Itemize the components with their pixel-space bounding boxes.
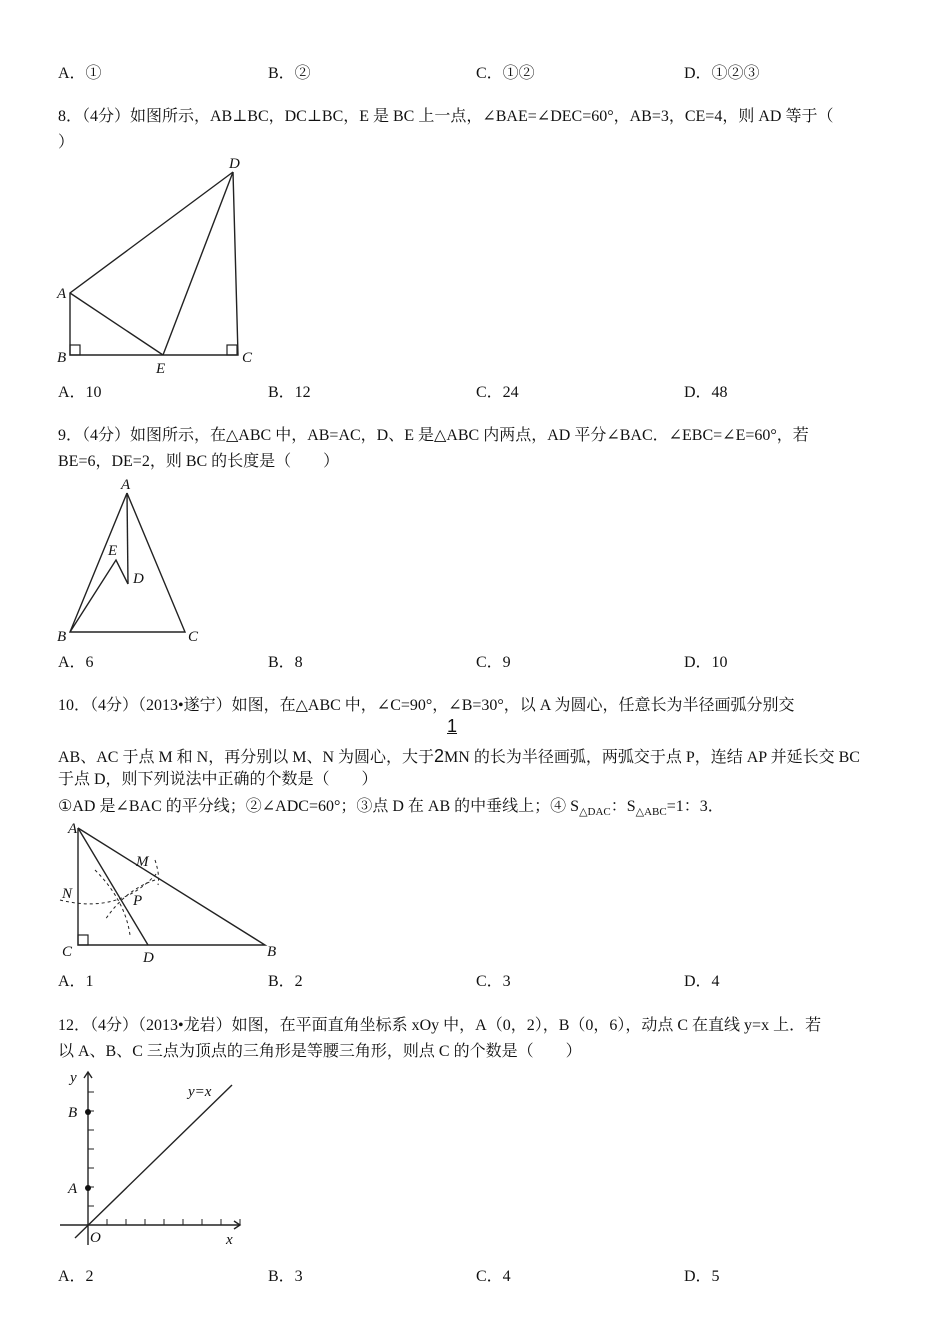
q9-option-b[interactable]: B．8 xyxy=(268,654,303,671)
q9-text-line1: 9．（4分）如图所示，在△ABC 中，AB=AC，D、E 是△ABC 内两点，AD 平分∠BAC．∠EBC=∠E=60°，若 xyxy=(58,427,809,444)
q9-option-a[interactable]: A．6 xyxy=(58,654,94,671)
q10-fraction-numerator: 1 xyxy=(447,716,458,736)
q10-option-a[interactable]: A．1 xyxy=(58,973,94,990)
q10-text-line1: 10．（4分）（2013•遂宁）如图，在△ABC 中，∠C=90°，∠B=30°，以 A 为圆心，任意长为半径画弧分别交 xyxy=(58,697,795,714)
q10-line4-part1: ①AD 是∠BAC 的平分线；②∠ADC=60°；③点 D 在 AB 的中垂线上；④ S xyxy=(58,798,580,815)
q9-option-c[interactable]: C．9 xyxy=(476,654,511,671)
q9-label-b: B xyxy=(57,629,67,645)
q8-option-c[interactable]: C．24 xyxy=(476,384,519,401)
q10-sub-dac: △DAC xyxy=(579,806,611,819)
q10-text-line3: 于点 D，则下列说法中正确的个数是（ ） xyxy=(58,771,378,788)
q10-fraction-denominator: 2 xyxy=(434,746,445,766)
q8-label-e: E xyxy=(156,361,166,377)
q9-label-d: D xyxy=(133,571,144,587)
q12-axis-ticks xyxy=(88,1092,240,1225)
q12-option-b[interactable]: B．3 xyxy=(268,1268,303,1285)
q12-label-line: y=x xyxy=(188,1084,212,1100)
q12-text-line1: 12．（4分）（2013•龙岩）如图，在平面直角坐标系 xOy 中，A（0，2），B（0，6），动点 C 在直线 y=x 上．若 xyxy=(58,1017,822,1034)
q12-point-b xyxy=(85,1109,91,1115)
q10-option-d[interactable]: D．4 xyxy=(684,973,720,990)
q10-label-n: N xyxy=(62,886,73,902)
q8-label-b: B xyxy=(57,350,67,366)
q12-label-y: y xyxy=(70,1070,77,1086)
q10-label-d: D xyxy=(143,950,154,966)
q10-option-c[interactable]: C．3 xyxy=(476,973,511,990)
q8-label-d: D xyxy=(229,156,240,172)
q9-label-c: C xyxy=(188,629,199,645)
q10-label-p: P xyxy=(133,893,143,909)
q9-label-a: A xyxy=(121,477,131,493)
q12-option-c[interactable]: C．4 xyxy=(476,1268,511,1285)
q12-point-a xyxy=(85,1185,91,1191)
q10-line4-part3: =1：3． xyxy=(666,798,724,815)
q10-sub-abc: △ABC xyxy=(635,806,667,819)
q9-text-line2: BE=6，DE=2，则 BC 的长度是（ ） xyxy=(58,453,340,470)
q12-label-a: A xyxy=(68,1181,78,1197)
q8-label-c: C xyxy=(242,350,253,366)
q9-option-d[interactable]: D．10 xyxy=(684,654,728,671)
q12-label-o: O xyxy=(90,1230,101,1246)
q8-option-b[interactable]: B．12 xyxy=(268,384,311,401)
q12-option-a[interactable]: A．2 xyxy=(58,1268,94,1285)
q7-option-d[interactable]: D．①②③ xyxy=(684,65,760,82)
q10-line2-part1: AB、AC 于点 M 和 N，再分别以 M、N 为圆心，大于 xyxy=(58,749,435,766)
q8-option-a[interactable]: A．10 xyxy=(58,384,102,401)
q10-line2-part2: MN 的长为半径画弧，两弧交于点 P，连结 AP 并延长交 BC xyxy=(444,749,860,766)
q12-text-line2: 以 A、B、C 三点为顶点的三角形是等腰三角形，则点 C 的个数是（ ） xyxy=(58,1043,582,1060)
q12-label-x: x xyxy=(226,1232,233,1248)
q12-label-b: B xyxy=(68,1105,78,1121)
q8-text-line1: 8．（4分）如图所示，AB⊥BC，DC⊥BC，E 是 BC 上一点，∠BAE=∠DEC=60°，AB=3，CE=4，则 AD 等于（ xyxy=(58,108,834,125)
q10-label-b: B xyxy=(267,944,277,960)
q8-label-a: A xyxy=(57,286,67,302)
q7-option-b[interactable]: B．② xyxy=(268,65,311,82)
q10-option-b[interactable]: B．2 xyxy=(268,973,303,990)
q9-label-e: E xyxy=(108,543,118,559)
q10-label-c: C xyxy=(62,944,73,960)
q12-option-d[interactable]: D．5 xyxy=(684,1268,720,1285)
q8-option-d[interactable]: D．48 xyxy=(684,384,728,401)
q10-line4-part2: ：S xyxy=(610,798,636,815)
q10-label-m: M xyxy=(136,854,149,870)
q8-text-line2: ） xyxy=(58,134,75,151)
q10-label-a: A xyxy=(68,821,78,837)
q7-option-c[interactable]: C．①② xyxy=(476,65,535,82)
q12-line-y-eq-x xyxy=(75,1085,232,1238)
q7-option-a[interactable]: A．① xyxy=(58,65,102,82)
